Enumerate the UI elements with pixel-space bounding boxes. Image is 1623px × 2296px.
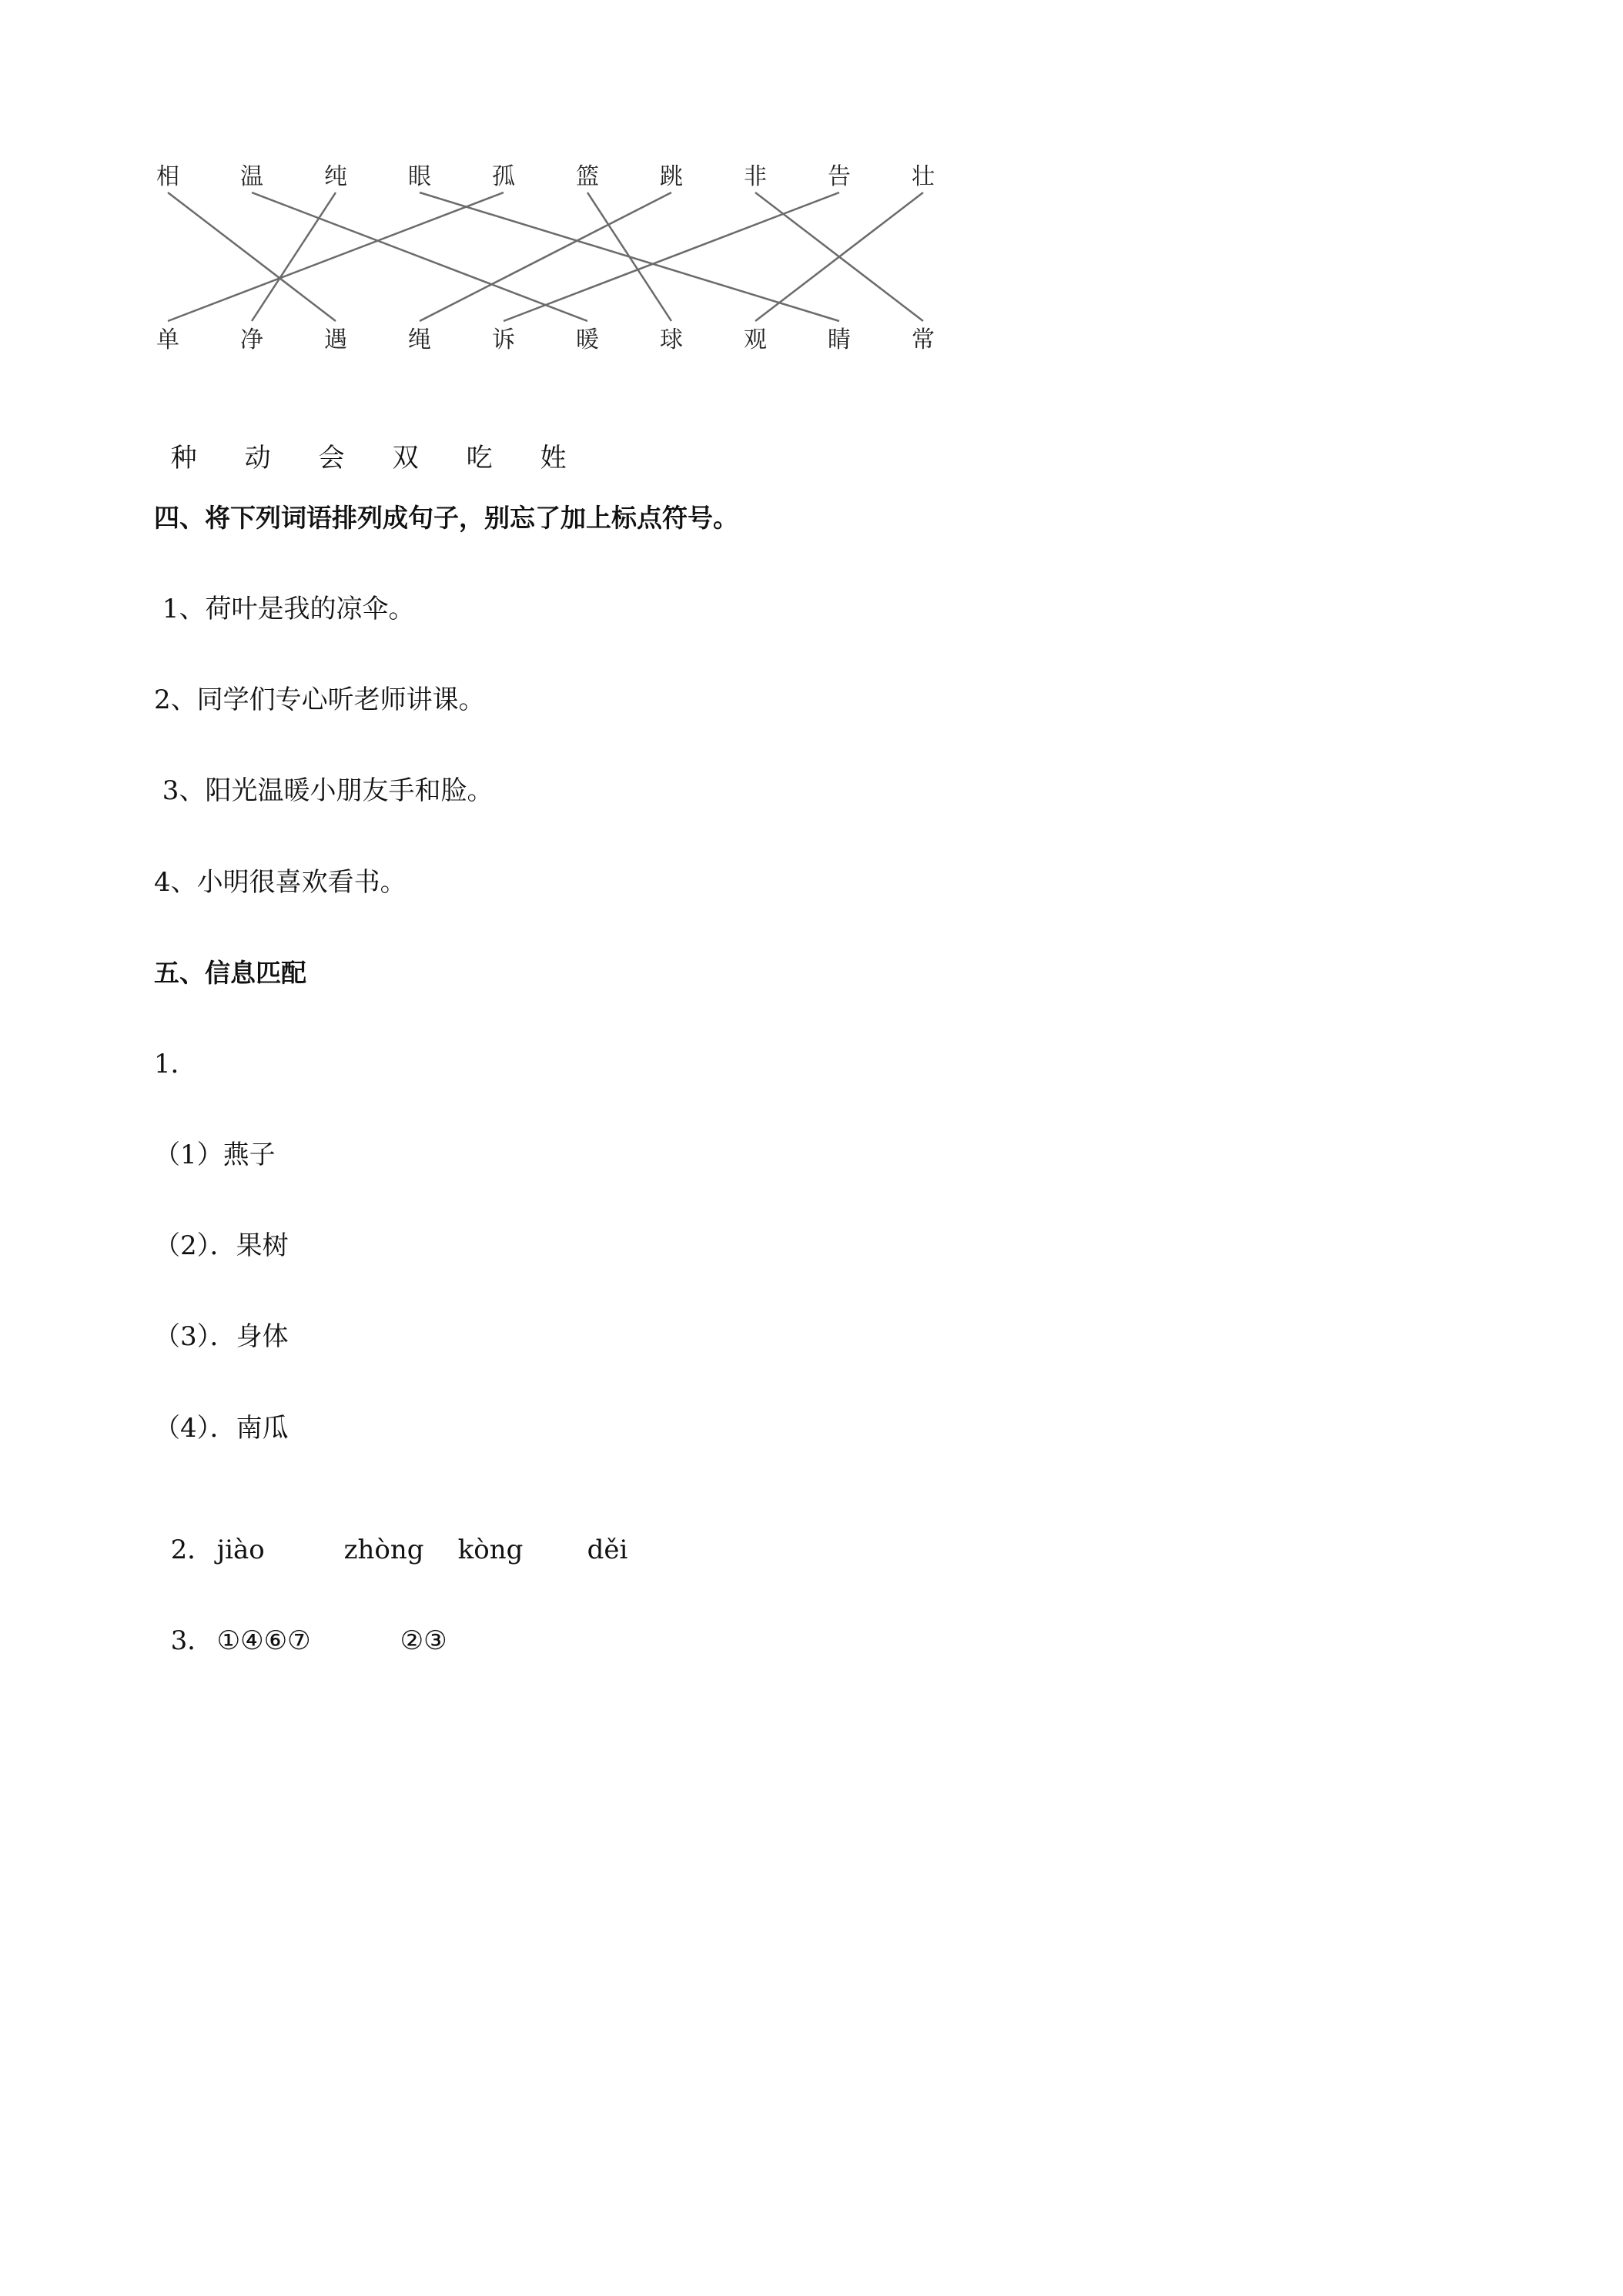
matching-connector-line (504, 192, 839, 321)
bottom-char: 绳 (408, 326, 431, 353)
top-char: 篮 (576, 163, 599, 190)
bottom-char: 暖 (576, 326, 599, 353)
matching-connector-line (420, 192, 671, 321)
top-char: 跳 (660, 163, 683, 190)
bottom-char: 常 (912, 326, 935, 353)
section-4-item: 3、阳光温暖小朋友手和脸。 (154, 775, 494, 806)
extra-char: 动 (244, 443, 271, 474)
question-3-label: 3． (170, 1625, 214, 1656)
top-char: 孤 (492, 163, 515, 190)
bottom-char: 睛 (828, 326, 851, 353)
section-4-item: 2、同学们专心听老师讲课。 (154, 684, 485, 715)
answer-group-2: ②③ (400, 1625, 447, 1656)
top-char: 告 (828, 163, 851, 190)
top-char: 壮 (912, 163, 935, 190)
section-4-item: 1、荷叶是我的凉伞。 (154, 594, 415, 624)
question-2-label: 2． (170, 1535, 214, 1565)
question-3-answer (154, 1595, 447, 1656)
section-5-heading: 五、信息匹配 (154, 958, 306, 988)
pinyin-word: zhòng (343, 1535, 424, 1565)
matching-connector-line (168, 192, 504, 321)
pinyin-word: jiào (216, 1535, 265, 1565)
top-char: 纯 (324, 163, 347, 190)
bottom-char: 观 (744, 326, 767, 353)
matching-connector-line (252, 192, 336, 321)
matching-connector-line (587, 192, 671, 321)
question-2-pinyin (154, 1504, 627, 1565)
pinyin-word: děi (587, 1535, 628, 1565)
pinyin-word: kòng (457, 1535, 524, 1565)
bottom-char: 单 (156, 326, 179, 353)
top-char: 眼 (408, 163, 431, 190)
question-1-item: （2）．果树 (154, 1230, 289, 1261)
top-char: 非 (744, 163, 767, 190)
bottom-char: 净 (240, 326, 263, 353)
matching-exercise (150, 150, 943, 366)
section-4-item: 4、小明很喜欢看书。 (154, 867, 407, 898)
extra-char: 双 (392, 443, 419, 474)
extra-char: 吃 (466, 443, 493, 474)
matching-connector-line (168, 192, 336, 321)
extra-char: 姓 (540, 443, 567, 474)
section-4-heading: 四、将下列词语排列成句子，别忘了加上标点符号。 (154, 503, 738, 533)
bottom-char: 遇 (324, 326, 347, 353)
question-1-item: （3）．身体 (154, 1321, 289, 1352)
top-char: 温 (240, 163, 263, 190)
answer-group-1: ①④⑥⑦ (216, 1625, 311, 1656)
extra-char: 种 (170, 443, 197, 474)
bottom-char: 球 (660, 326, 683, 353)
question-1-item: （1）燕子 (154, 1140, 276, 1170)
extra-char: 会 (318, 443, 345, 474)
question-1-item: （4）．南瓜 (154, 1413, 289, 1444)
bottom-char: 诉 (492, 326, 515, 353)
top-char: 相 (156, 163, 179, 190)
extra-characters (154, 412, 614, 474)
matching-connector-line (252, 192, 587, 321)
question-1-label: 1． (154, 1049, 197, 1079)
